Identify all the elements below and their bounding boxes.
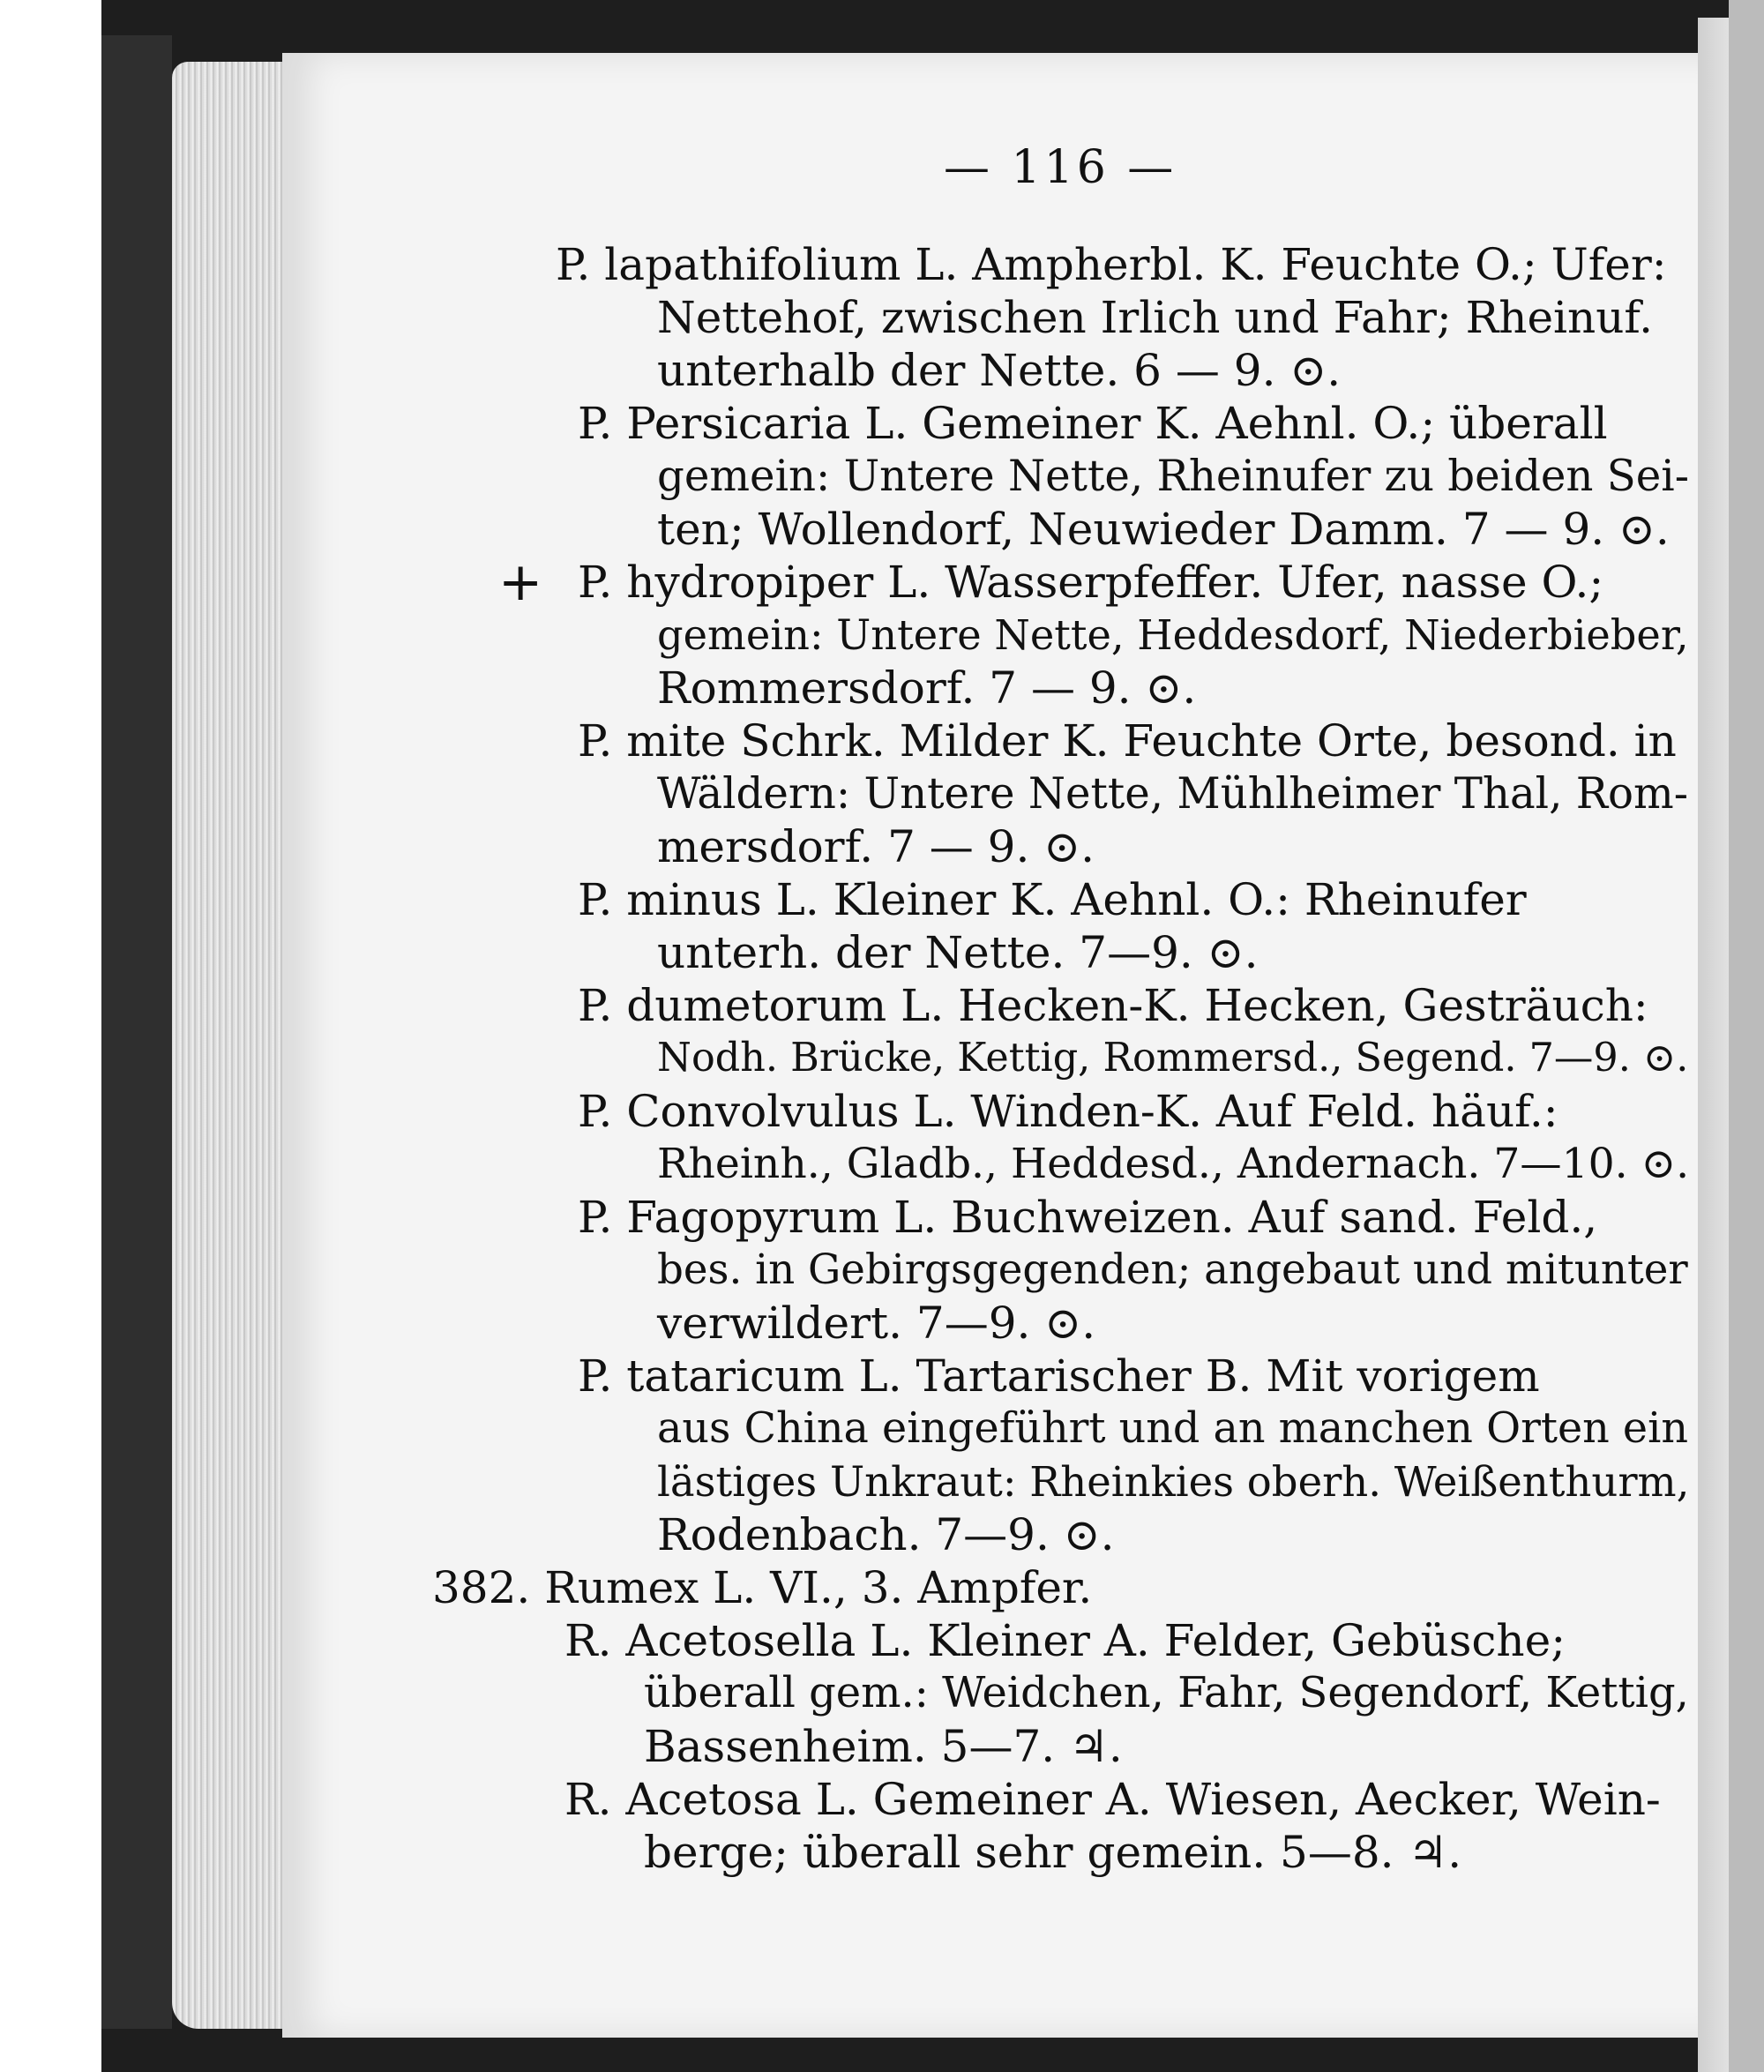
text-line: bes. in Gebirgsgegenden; angebaut und mitunter [657, 1246, 1688, 1294]
text-line: P. lapathifolium L. Ampherbl. K. Feuchte O.; Ufer: [556, 239, 1667, 290]
text-line: P. tataricum L. Tartarischer B. Mit vorigem [578, 1350, 1540, 1402]
text-line: gemein: Untere Nette, Rheinufer zu beiden Sei- [657, 452, 1690, 501]
text-line: gemein: Untere Nette, Heddesdorf, Niederbieber, [657, 611, 1689, 659]
text-line: mersdorf. 7 — 9. ⊙. [657, 821, 1095, 872]
text-line: P. dumetorum L. Hecken-K. Hecken, Gesträuch: [578, 980, 1648, 1031]
text-line: Rheinh., Gladb., Heddesd., Andernach. 7—10. ⊙. [657, 1140, 1690, 1188]
text-line: P. hydropiper L. Wasserpfeffer. Ufer, nasse O.; [578, 557, 1604, 608]
text-line: berge; überall sehr gemein. 5—8. ♃. [644, 1827, 1462, 1878]
text-line: R. Acetosella L. Kleiner A. Felder, Gebüsche; [564, 1615, 1566, 1666]
text-line: unterhalb der Nette. 6 — 9. ⊙. [657, 345, 1342, 396]
text-line: Nodh. Brücke, Kettig, Rommersd., Segend. 7—9. ⊙. [657, 1036, 1689, 1081]
text-line: P. Convolvulus L. Winden-K. Auf Feld. häuf.: [578, 1086, 1558, 1137]
text-line: Nettehof, zwischen Irlich und Fahr; Rheinuf. [657, 292, 1654, 343]
text-line: P. Fagopyrum L. Buchweizen. Auf sand. Feld., [578, 1192, 1598, 1243]
text-line: P. mite Schrk. Milder K. Feuchte Orte, besond. in [578, 715, 1677, 767]
text-line: ten; Wollendorf, Neuwieder Damm. 7 — 9. ⊙. [657, 504, 1670, 555]
text-line: R. Acetosa L. Gemeiner A. Wiesen, Aecker, Wein- [564, 1774, 1661, 1825]
text-line: P. Persicaria L. Gemeiner K. Aehnl. O.; überall [578, 398, 1608, 449]
text-line: aus China eingeführt und an manchen Orten ein [657, 1404, 1688, 1453]
text-line: Bassenheim. 5—7. ♃. [644, 1721, 1123, 1772]
margin-cross-marker: + [498, 551, 543, 613]
text-line: lästiges Unkraut: Rheinkies oberh. Weißenthurm, [657, 1458, 1690, 1506]
text-line: Wäldern: Untere Nette, Mühlheimer Thal, Rom- [657, 769, 1688, 819]
text-line: Rodenbach. 7—9. ⊙. [657, 1509, 1115, 1560]
page-number: — 116 — [944, 141, 1177, 194]
text-line: überall gem.: Weidchen, Fahr, Segendorf, Kettig, [644, 1669, 1689, 1717]
text-line: verwildert. 7—9. ⊙. [657, 1298, 1096, 1349]
text-line: P. minus L. Kleiner K. Aehnl. O.: Rheinufer [578, 874, 1527, 925]
text-line: Rommersdorf. 7 — 9. ⊙. [657, 662, 1197, 714]
text-line: unterh. der Nette. 7—9. ⊙. [657, 927, 1259, 978]
genus-heading: 382. Rumex L. VI., 3. Ampfer. [432, 1562, 1093, 1613]
